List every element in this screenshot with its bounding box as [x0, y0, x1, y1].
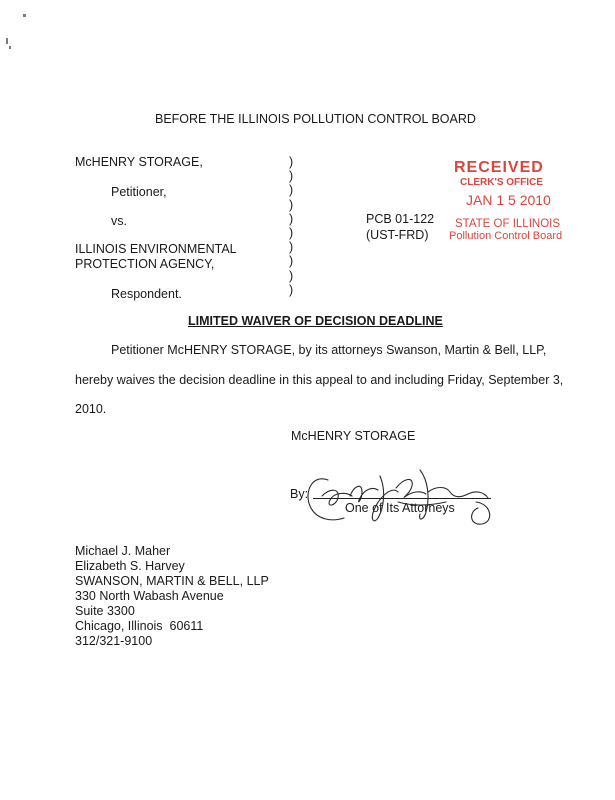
- case-number: PCB 01-122: [366, 212, 435, 226]
- versus-label: vs.: [111, 214, 127, 228]
- signature-capacity: One of Its Attorneys: [345, 501, 455, 515]
- paren: ): [289, 225, 294, 240]
- paren: ): [289, 169, 294, 184]
- respondent-role: Respondent.: [111, 287, 182, 301]
- board-title: BEFORE THE ILLINOIS POLLUTION CONTROL BOARD: [155, 112, 476, 126]
- attorney-line-1: Michael J. Maher: [75, 544, 171, 558]
- attorney-line-7: 312/321-9100: [75, 634, 153, 648]
- petitioner-name: McHENRY STORAGE,: [75, 155, 203, 169]
- handwritten-signature: [300, 462, 490, 532]
- paren: ): [289, 211, 294, 226]
- signature-party: McHENRY STORAGE: [291, 429, 416, 443]
- paren: ): [289, 254, 294, 269]
- attorney-line-4: 330 North Wabash Avenue: [75, 589, 224, 603]
- respondent-name-line1: ILLINOIS ENVIRONMENTAL: [75, 242, 237, 256]
- received-stamp-title: RECEIVED: [454, 159, 544, 176]
- paren: ): [289, 240, 294, 255]
- scan-mark: [9, 46, 11, 49]
- attorney-line-5: Suite 3300: [75, 604, 135, 618]
- scan-mark: [6, 38, 8, 44]
- received-stamp-date: JAN 1 5 2010: [466, 192, 551, 208]
- body-paragraph-line2: hereby waives the decision deadline in this appeal to and including Friday, September 3,: [75, 373, 564, 387]
- received-stamp-office: CLERK'S OFFICE: [460, 177, 543, 188]
- paren: ): [289, 268, 294, 283]
- document-heading: LIMITED WAIVER OF DECISION DEADLINE: [188, 314, 443, 328]
- body-paragraph-line3: 2010.: [75, 402, 107, 416]
- attorney-line-6: Chicago, Illinois 60611: [75, 619, 204, 633]
- received-stamp-board: Pollution Control Board: [449, 230, 563, 242]
- attorney-line-2: Elizabeth S. Harvey: [75, 559, 185, 573]
- body-paragraph-line1: Petitioner McHENRY STORAGE, by its attorneys Swanson, Martin & Bell, LLP,: [111, 343, 547, 357]
- scan-mark: [23, 14, 26, 17]
- attorney-line-3: SWANSON, MARTIN & BELL, LLP: [75, 574, 269, 588]
- caption-parentheses: [289, 155, 293, 297]
- received-stamp-state: STATE OF ILLINOIS: [455, 218, 561, 230]
- paren: ): [289, 197, 294, 212]
- petitioner-role: Petitioner,: [111, 185, 167, 199]
- paren: ): [289, 282, 294, 297]
- case-type: (UST-FRD): [366, 228, 429, 242]
- signature-by-label: By:: [290, 487, 309, 501]
- respondent-name-line2: PROTECTION AGENCY,: [75, 257, 215, 271]
- paren: ): [289, 183, 294, 198]
- paren: ): [289, 155, 294, 169]
